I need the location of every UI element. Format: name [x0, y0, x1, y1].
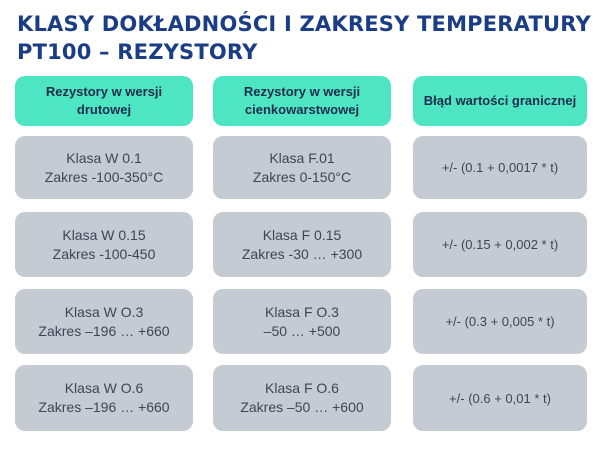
- page-title-line-1: KLASY DOKŁADNOŚCI I ZAKRESY TEMPERATURY: [17, 12, 591, 36]
- tolerance-formula-cell: [413, 136, 587, 199]
- header-line: Rezystory w wersji: [243, 84, 361, 99]
- header-thin-film-resistors: [213, 76, 391, 126]
- class-label: Klasa W 0.1: [66, 149, 142, 166]
- class-label: Klasa F.01: [269, 149, 335, 166]
- tolerance-formula: +/- (0.1 + 0,0017 * t): [441, 160, 559, 175]
- tolerance-formula-cell: [413, 212, 587, 277]
- range-label: Zakres -100-450: [52, 245, 156, 262]
- thin-film-class-cell: [213, 212, 391, 277]
- thin-film-class-cell: [213, 365, 391, 431]
- tolerance-formula-cell: [413, 289, 587, 354]
- class-label: Klasa F O.3: [265, 303, 339, 320]
- header-line: Błąd wartości granicznej: [423, 93, 577, 108]
- thin-film-class-cell: [213, 136, 391, 199]
- class-label: Klasa W 0.15: [62, 226, 146, 243]
- range-label: –50 … +500: [263, 322, 341, 339]
- header-wire-resistors: [15, 76, 193, 126]
- wire-class-cell: [15, 212, 193, 277]
- range-label: Zakres 0-150°C: [252, 168, 352, 185]
- range-label: Zakres –50 … +600: [240, 399, 364, 415]
- tolerance-formula: +/- (0.15 + 0,002 * t): [441, 237, 559, 252]
- tolerance-formula-cell: [413, 365, 587, 431]
- range-label: Zakres –196 … +660: [38, 399, 170, 415]
- tolerance-formula: +/- (0.3 + 0,005 * t): [445, 314, 555, 329]
- tolerance-formula: +/- (0.6 + 0,01 * t): [449, 390, 551, 406]
- header-line: cienkowarstwowej: [244, 102, 360, 117]
- page-title: [17, 10, 597, 66]
- header-line: drutowej: [76, 102, 132, 117]
- wire-class-cell: [15, 289, 193, 354]
- range-label: Zakres -100-350°C: [44, 168, 164, 185]
- class-label: Klasa W O.3: [64, 303, 144, 320]
- class-label: Klasa F O.6: [265, 380, 339, 396]
- header-tolerance-error: [413, 76, 587, 126]
- class-label: Klasa W O.6: [64, 380, 144, 396]
- page-title-line-2: PT100 – REZYSTORY: [17, 40, 258, 64]
- range-label: Zakres -30 … +300: [241, 245, 363, 262]
- wire-class-cell: [15, 136, 193, 199]
- wire-class-cell: [15, 365, 193, 431]
- thin-film-class-cell: [213, 289, 391, 354]
- range-label: Zakres –196 … +660: [38, 322, 170, 339]
- class-label: Klasa F 0.15: [262, 226, 342, 243]
- header-line: Rezystory w wersji: [45, 84, 163, 99]
